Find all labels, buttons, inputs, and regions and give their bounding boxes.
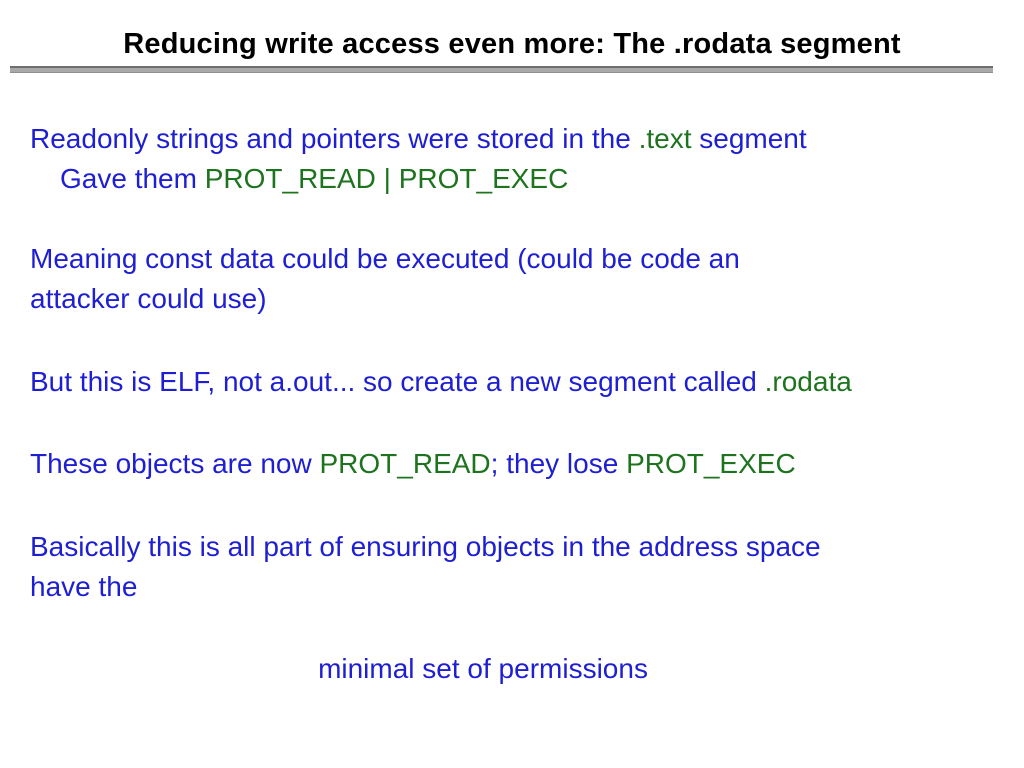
body-text: Meaning const data could be executed (could be code an [30, 243, 740, 274]
body-text: Basically this is all part of ensuring objects in the address space [30, 531, 821, 562]
token-text-section: .text [638, 123, 692, 154]
body-text: minimal set of permissions [318, 653, 648, 684]
token-prot-exec: PROT_EXEC [626, 448, 796, 479]
paragraph-readonly-strings [30, 119, 807, 199]
paragraph-minimal-permissions [0, 649, 966, 689]
paragraph-basically [30, 527, 821, 607]
body-text: segment [691, 123, 807, 154]
body-text: These objects are now [30, 448, 320, 479]
body-text: But this is ELF, not a.out... so create a new segment called [30, 366, 765, 397]
body-text: attacker could use) [30, 283, 267, 314]
body-text: Readonly strings and pointers were stored in the [30, 123, 639, 154]
paragraph-these-objects [30, 444, 796, 484]
title-divider-rule [10, 66, 993, 73]
paragraph-meaning-const [30, 239, 740, 319]
token-prot-read-exec: PROT_READ | PROT_EXEC [204, 163, 569, 194]
paragraph-but-this-is-elf [30, 362, 852, 402]
token-prot-read: PROT_READ [319, 448, 491, 479]
token-rodata-section: .rodata [764, 366, 852, 397]
body-text: ; they lose [490, 448, 627, 479]
slide-title: Reducing write access even more: The .rodata segment [123, 28, 901, 60]
body-text: have the [30, 571, 138, 602]
body-text: Gave them [60, 163, 205, 194]
